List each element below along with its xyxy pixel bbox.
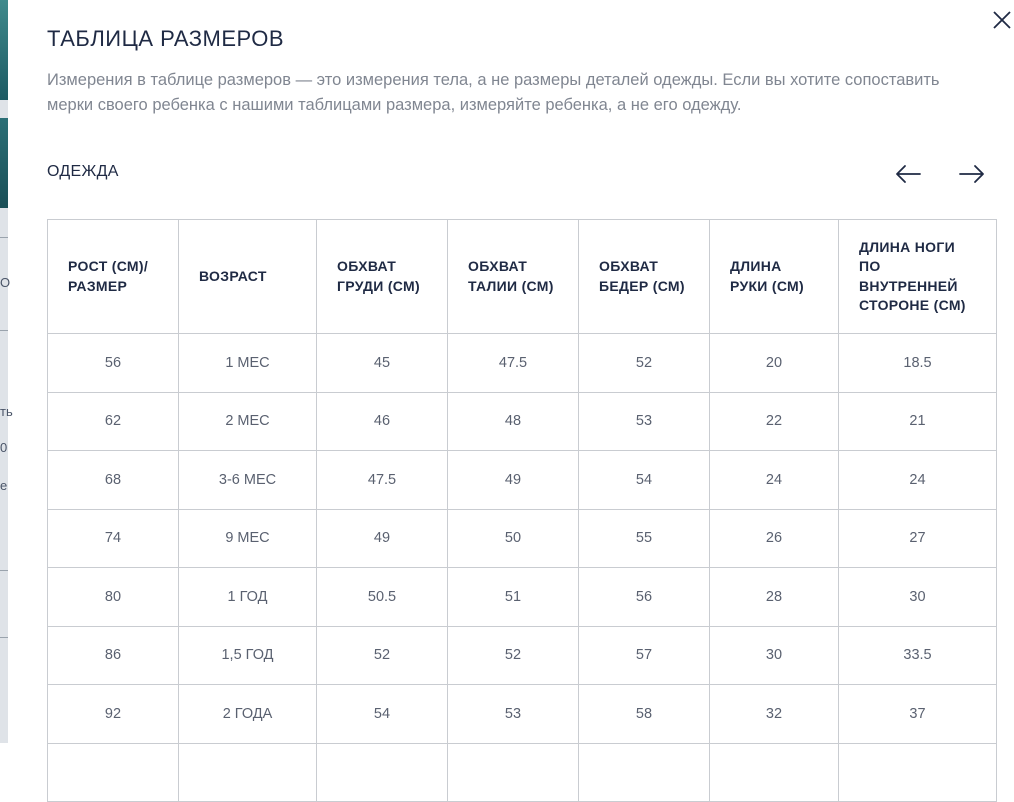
cell-height: 68 <box>48 451 179 510</box>
prev-button[interactable] <box>894 162 922 186</box>
header-waist: ОБХВАТ ТАЛИИ (СМ) <box>448 220 579 334</box>
close-icon <box>990 8 1014 32</box>
cell-arm: 28 <box>710 568 839 627</box>
background-divider <box>0 237 8 238</box>
header-age: ВОЗРАСТ <box>179 220 317 334</box>
table-row <box>48 451 997 510</box>
cell-age: 2 ГОДА <box>179 685 317 744</box>
cell-arm: 32 <box>710 685 839 744</box>
section-label-clothing: ОДЕЖДА <box>47 163 119 180</box>
cell-inseam <box>839 743 997 802</box>
table-row <box>48 509 997 568</box>
size-table <box>47 219 997 802</box>
cell-hips <box>579 743 710 802</box>
cell-age: 3-6 МЕС <box>179 451 317 510</box>
cell-inseam: 21 <box>839 392 997 451</box>
background-text: ть <box>0 404 13 419</box>
background-image <box>0 118 8 208</box>
cell-age: 9 МЕС <box>179 509 317 568</box>
cell-height: 80 <box>48 568 179 627</box>
cell-inseam: 24 <box>839 451 997 510</box>
table-header-row <box>48 220 997 334</box>
cell-hips: 53 <box>579 392 710 451</box>
cell-age: 1 ГОД <box>179 568 317 627</box>
cell-inseam: 37 <box>839 685 997 744</box>
cell-arm: 30 <box>710 626 839 685</box>
cell-chest: 54 <box>317 685 448 744</box>
arrow-left-icon <box>894 162 922 186</box>
cell-arm: 20 <box>710 334 839 393</box>
cell-arm: 24 <box>710 451 839 510</box>
cell-waist: 47.5 <box>448 334 579 393</box>
cell-height: 92 <box>48 685 179 744</box>
cell-chest <box>317 743 448 802</box>
background-divider <box>0 637 8 638</box>
close-button[interactable] <box>990 8 1014 32</box>
cell-waist: 53 <box>448 685 579 744</box>
cell-height: 86 <box>48 626 179 685</box>
cell-height: 62 <box>48 392 179 451</box>
cell-hips: 54 <box>579 451 710 510</box>
arrow-right-icon <box>958 162 986 186</box>
cell-inseam: 27 <box>839 509 997 568</box>
table-row <box>48 392 997 451</box>
table-row <box>48 743 997 802</box>
cell-inseam: 30 <box>839 568 997 627</box>
cell-hips: 57 <box>579 626 710 685</box>
cell-age: 1 МЕС <box>179 334 317 393</box>
cell-chest: 50.5 <box>317 568 448 627</box>
cell-chest: 47.5 <box>317 451 448 510</box>
background-image <box>0 0 8 100</box>
table-row <box>48 685 997 744</box>
cell-waist: 49 <box>448 451 579 510</box>
cell-arm: 26 <box>710 509 839 568</box>
cell-waist: 50 <box>448 509 579 568</box>
cell-arm <box>710 743 839 802</box>
cell-inseam: 18.5 <box>839 334 997 393</box>
cell-waist: 52 <box>448 626 579 685</box>
cell-age: 2 МЕС <box>179 392 317 451</box>
header-chest: ОБХВАТ ГРУДИ (СМ) <box>317 220 448 334</box>
cell-waist: 48 <box>448 392 579 451</box>
cell-hips: 52 <box>579 334 710 393</box>
header-height-size: РОСТ (СМ)/ РАЗМЕР <box>48 220 179 334</box>
background-text: О <box>0 275 11 290</box>
background-page-edge <box>0 0 13 743</box>
cell-arm: 22 <box>710 392 839 451</box>
cell-chest: 52 <box>317 626 448 685</box>
cell-waist: 51 <box>448 568 579 627</box>
header-inseam: ДЛИНА НОГИ ПО ВНУТРЕННЕЙ СТОРОНЕ (СМ) <box>839 220 997 334</box>
cell-age <box>179 743 317 802</box>
cell-chest: 49 <box>317 509 448 568</box>
cell-chest: 45 <box>317 334 448 393</box>
cell-inseam: 33.5 <box>839 626 997 685</box>
cell-hips: 58 <box>579 685 710 744</box>
cell-height: 56 <box>48 334 179 393</box>
background-text: е <box>0 478 8 493</box>
cell-height <box>48 743 179 802</box>
table-row <box>48 568 997 627</box>
background-divider <box>0 330 8 331</box>
cell-height: 74 <box>48 509 179 568</box>
next-button[interactable] <box>958 162 986 186</box>
header-arm-length: ДЛИНА РУКИ (СМ) <box>710 220 839 334</box>
background-divider <box>0 570 8 571</box>
cell-waist <box>448 743 579 802</box>
cell-chest: 46 <box>317 392 448 451</box>
cell-hips: 55 <box>579 509 710 568</box>
header-hips: ОБХВАТ БЕДЕР (СМ) <box>579 220 710 334</box>
table-row <box>48 626 997 685</box>
modal-description: Измерения в таблице размеров — это измерения тела, а не размеры деталей одежды. Если вы хотите сопоставить мерки своего ребенка с нашими таблицами размера, измеряйте ребенка, а не его одежду. <box>47 71 940 114</box>
background-text: 0 <box>0 440 8 455</box>
cell-age: 1,5 ГОД <box>179 626 317 685</box>
table-row <box>48 334 997 393</box>
cell-hips: 56 <box>579 568 710 627</box>
modal-title: ТАБЛИЦА РАЗМЕРОВ <box>47 26 285 51</box>
